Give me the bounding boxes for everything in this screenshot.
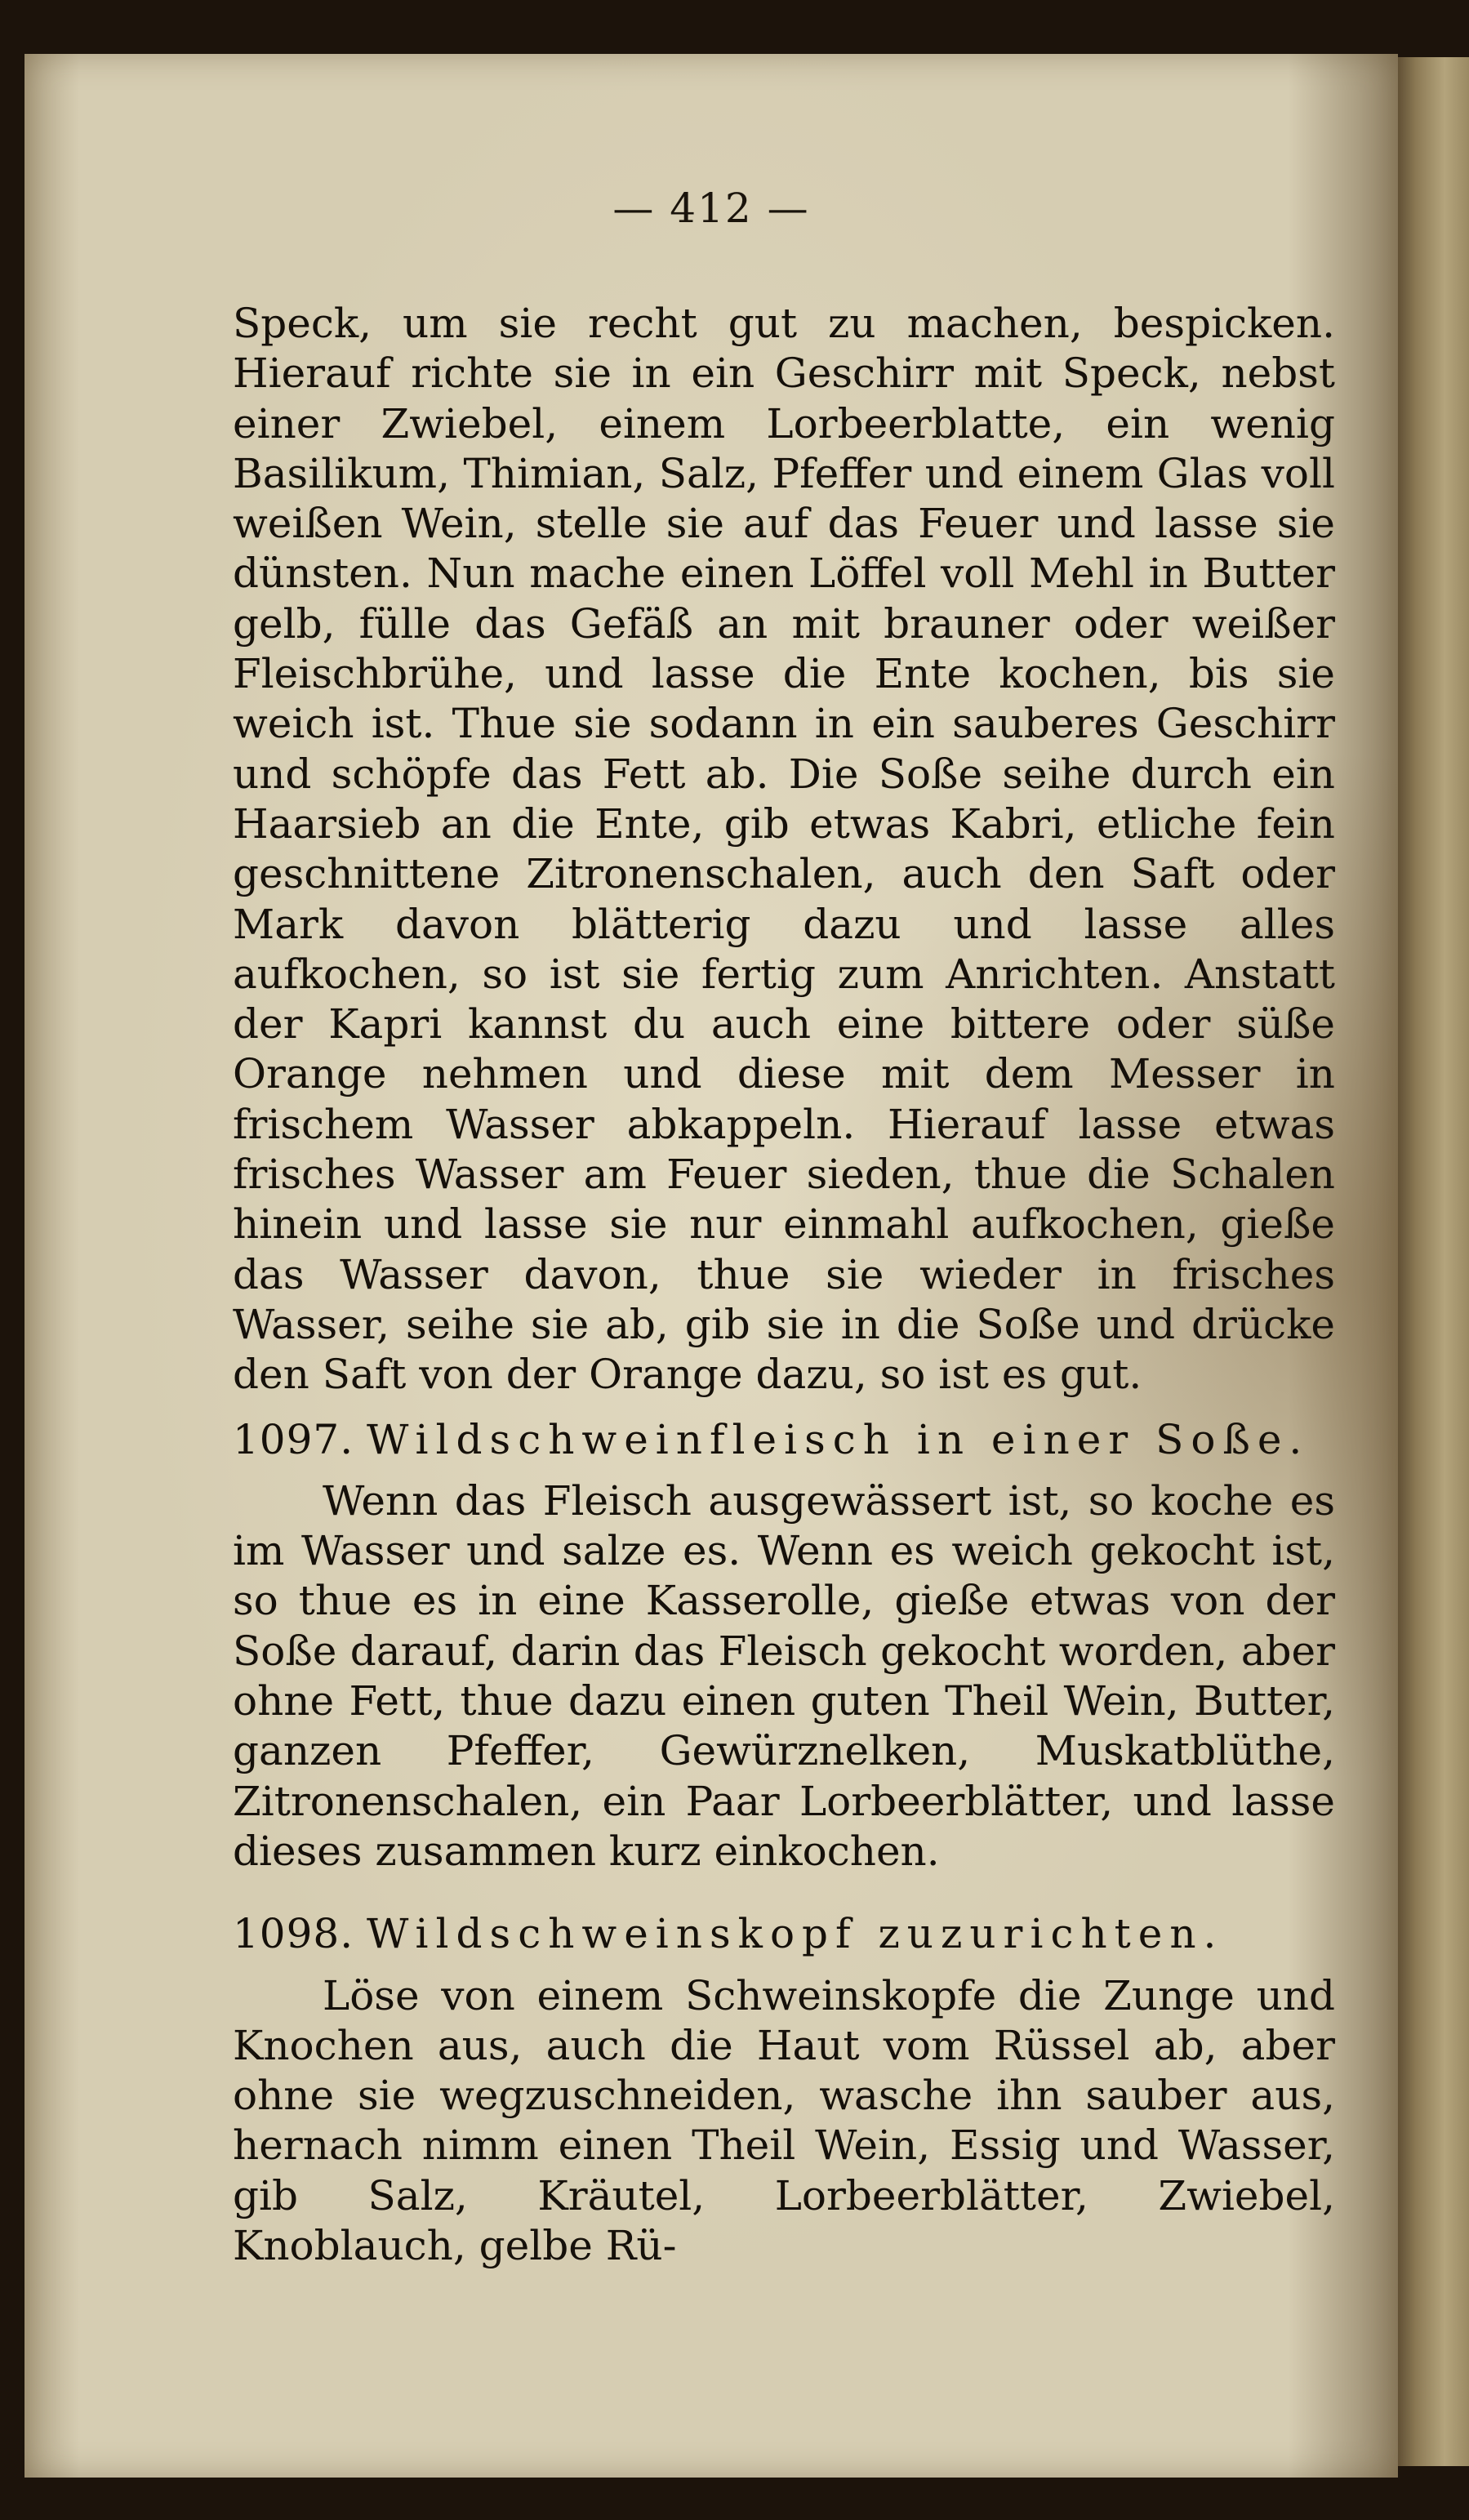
- next-page-edge: [1388, 57, 1469, 2466]
- page-text: [233, 299, 1335, 2271]
- book-page: [24, 54, 1398, 2478]
- recipe-text-1098: Löse von einem Schweinskopfe die Zunge und Knochen aus, auch die Haut vom Rüssel ab, aber ohne sie wegzuschneiden, wasche ihn sauber aus, hernach nimm einen Theil Wein, Essig und Wasser, gib Salz, Kräutel, Lorbeerblätter, Zwiebel, Knoblauch, gelbe Rü-: [233, 1971, 1335, 2269]
- recipe-text-1097: Wenn das Fleisch ausgewässert ist, so koche es im Wasser und salze es. Wenn es weich gekocht ist, so thue es in eine Kasserolle, gieße etwas von der Soße darauf, darin das Fleisch gekocht worden, aber ohne Fett, thue dazu einen guten Theil Wein, Butter, ganzen Pfeffer, Gewürznelken, Muskatblüthe, Zitronenschalen, ein Paar Lorbeerblätter, und lasse dieses zusammen kurz einkochen.: [233, 1476, 1335, 1875]
- page-number: — 412 —: [612, 185, 810, 232]
- recipe-title: Wildschweinskopf zuzurichten.: [367, 1910, 1224, 1958]
- recipe-number: 1097.: [233, 1415, 354, 1463]
- recipe-heading-1097: [233, 1415, 1335, 1465]
- continued-paragraph: Speck, um sie recht gut zu machen, bespicken. Hierauf richte sie in ein Geschirr mit Speck, nebst einer Zwiebel, einem Lorbeerblatte, ein wenig Basilikum, Thimian, Salz, Pfeffer und einem Glas voll weißen Wein, stelle sie auf das Feuer und lasse sie dünsten. Nun mache einen Löffel voll Mehl in Butter gelb, fülle das Gefäß an mit brauner oder weißer Fleischbrühe, und lasse die Ente kochen, bis sie weich ist. Thue sie sodann in ein sauberes Geschirr und schöpfe das Fett ab. Die Soße seihe durch ein Haarsieb an die Ente, gib etwas Kabri, etliche fein geschnittene Zitronenschalen, auch den Saft oder Mark davon blätterig dazu und lasse alles aufkochen, so ist sie fertig zum Anrichten. Anstatt der Kapri kannst du auch eine bittere oder süße Orange nehmen und diese mit dem Messer in frischem Wasser abkappeln. Hierauf lasse etwas frisches Wasser am Feuer sieden, thue die Schalen hinein und lasse sie nur einmahl aufkochen, gieße das Wasser davon, thue sie wieder in frisches Wasser, seihe sie ab, gib sie in die Soße und drücke den Saft von der Orange dazu, so ist es gut.: [233, 300, 1335, 1399]
- recipe-heading-1098: [233, 1909, 1335, 1959]
- recipe-title: Wildschweinfleisch in einer Soße.: [367, 1415, 1310, 1463]
- recipe-number: 1098.: [233, 1910, 354, 1958]
